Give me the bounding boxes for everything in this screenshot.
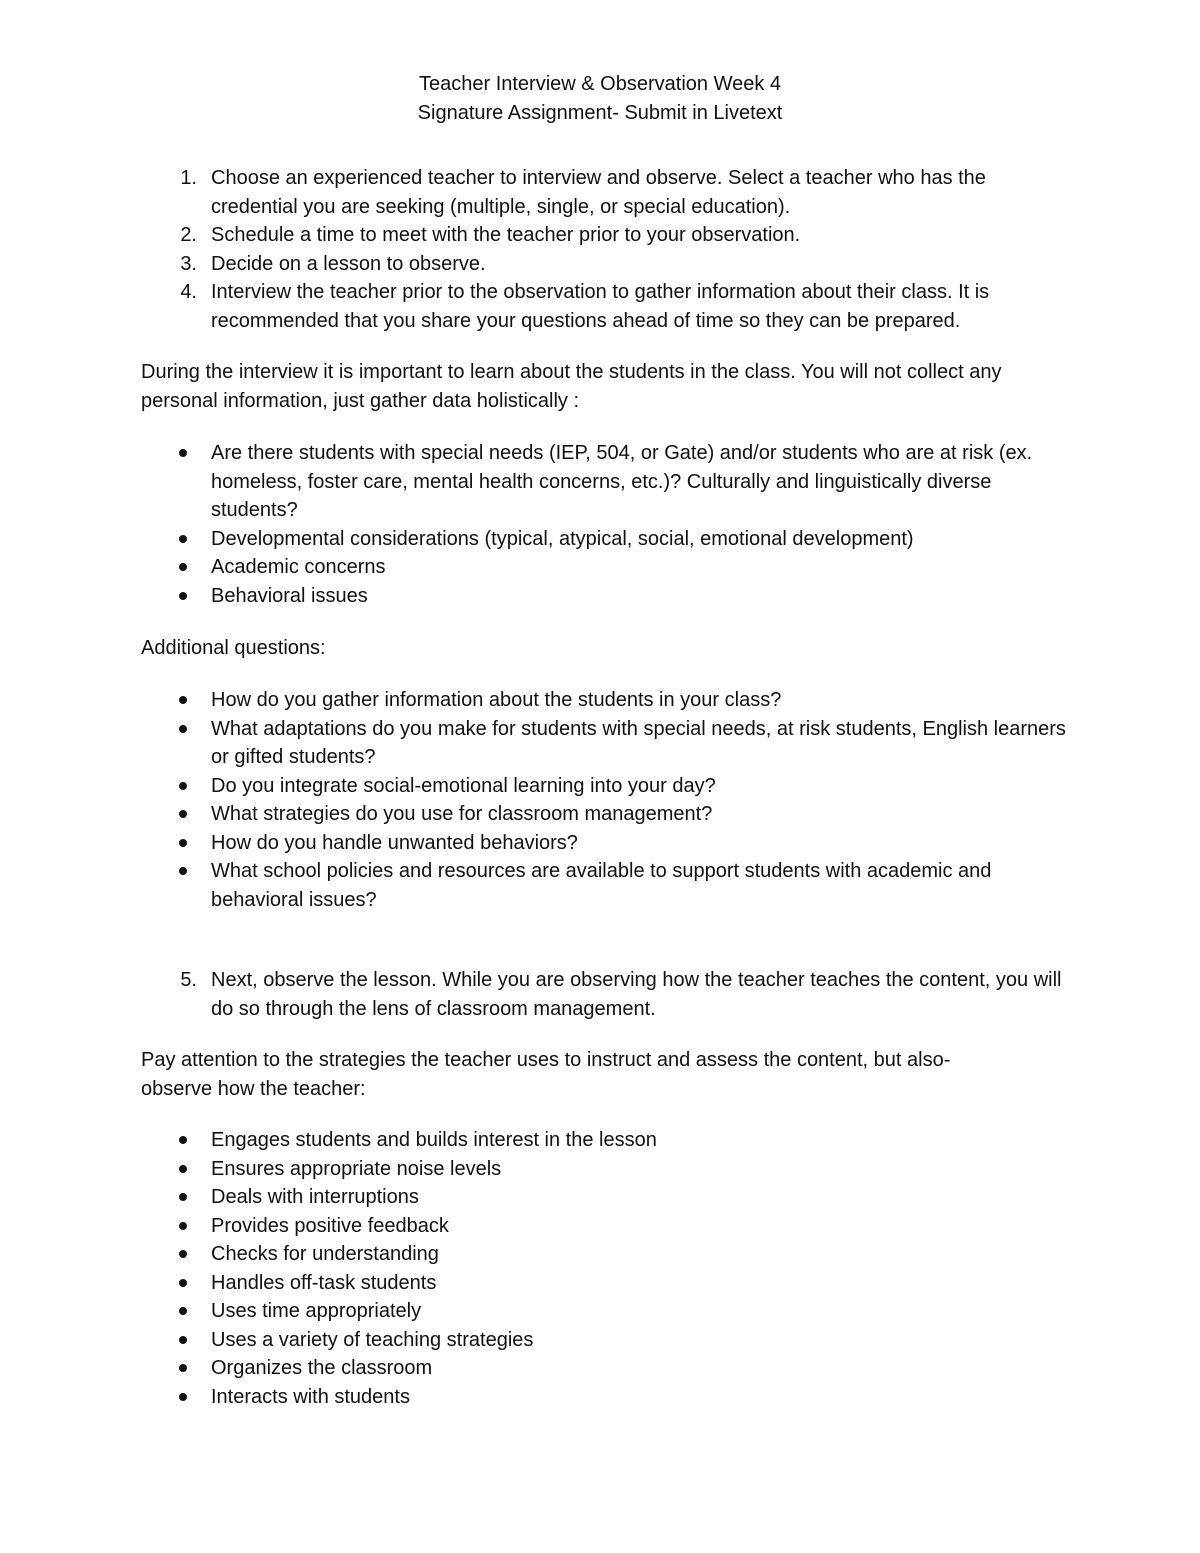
additional-questions-label: Additional questions: — [141, 637, 326, 659]
step-text: Interview the teacher prior to the observation to gather information about their class. It is recommended that you share your questions ahead of time so they can be prepared. — [211, 281, 990, 332]
bullet-icon — [179, 563, 187, 571]
list-item-text: Ensures appropriate noise levels — [211, 1157, 502, 1180]
bullet-icon — [179, 535, 187, 543]
bullet-icon — [179, 1193, 187, 1201]
list-item-text: Are there students with special needs (IEP, 504, or Gate) and/or students who are at risk (ex. homeless, foster care, mental health concerns, etc.)? Culturally and linguistically diverse students? — [211, 442, 1033, 521]
list-item-text: Interacts with students — [211, 1385, 410, 1408]
list-item — [141, 715, 1071, 772]
step-number: 2. — [180, 224, 197, 246]
step-number: 3. — [180, 252, 197, 275]
list-item-text: Organizes the classroom — [211, 1357, 433, 1379]
document-title: Teacher Interview & Observation Week 4 — [418, 73, 782, 95]
list-item-text: Provides positive feedback — [211, 1214, 449, 1237]
bullet-icon — [179, 449, 187, 457]
list-item — [141, 1126, 1071, 1155]
list-item — [141, 772, 1071, 801]
list-item-text: Uses time appropriately — [211, 1300, 422, 1322]
step-item — [141, 250, 1071, 279]
step-item — [141, 164, 1071, 221]
bullet-icon — [179, 1136, 187, 1144]
step-text: Schedule a time to meet with the teacher prior to your observation. — [211, 224, 801, 246]
step-number: 4. — [180, 281, 197, 303]
step-item — [141, 966, 1071, 1023]
list-item — [141, 1297, 1071, 1326]
bullet-icon — [179, 725, 187, 733]
list-item-text: Deals with interruptions — [211, 1186, 419, 1208]
list-item — [141, 1183, 1071, 1212]
list-item — [141, 1354, 1071, 1383]
list-item-text: Checks for understanding — [211, 1243, 439, 1265]
bullet-icon — [179, 1250, 187, 1258]
step-number: 5. — [180, 969, 197, 991]
bullet-icon — [179, 1165, 187, 1173]
bullet-icon — [179, 592, 187, 600]
title-block — [0, 70, 1200, 127]
interview-intro-paragraph: During the interview it is important to learn about the students in the class. You will not collect any personal information, just gather data holistically : — [141, 361, 1002, 412]
bullet-icon — [179, 1307, 187, 1315]
list-item — [141, 553, 1071, 582]
steps-list — [141, 164, 1071, 335]
bullet-icon — [179, 1393, 187, 1401]
list-item-text: What strategies do you use for classroom management? — [211, 803, 713, 825]
list-item-text: What school policies and resources are available to support students with academic and behavioral issues? — [211, 860, 992, 911]
bullet-icon — [179, 1336, 187, 1344]
list-item — [141, 857, 1071, 914]
bullet-icon — [179, 839, 187, 847]
bullet-icon — [179, 696, 187, 704]
step-number: 1. — [180, 167, 197, 189]
step-item — [141, 278, 1071, 335]
step-text: Decide on a lesson to observe. — [211, 252, 486, 275]
list-item — [141, 1326, 1071, 1355]
list-item-text: How do you handle unwanted behaviors? — [211, 831, 578, 854]
observe-intro-paragraph: Pay attention to the strategies the teacher uses to instruct and assess the content, but also- observe how the teacher: — [141, 1049, 951, 1100]
step-text: Choose an experienced teacher to interview and observe. Select a teacher who has the credential you are seeking (multiple, single, or special education). — [211, 167, 986, 218]
list-item — [141, 800, 1071, 829]
list-item — [141, 525, 1071, 554]
additional-questions-list — [141, 686, 1071, 914]
bullet-icon — [179, 1279, 187, 1287]
list-item — [141, 439, 1071, 525]
list-item — [141, 1383, 1071, 1412]
list-item — [141, 1269, 1071, 1298]
list-item-text: Uses a variety of teaching strategies — [211, 1328, 534, 1351]
list-item — [141, 582, 1071, 611]
step-five — [141, 966, 1071, 1023]
bullet-icon — [179, 810, 187, 818]
list-item — [141, 1240, 1071, 1269]
bullet-icon — [179, 1364, 187, 1372]
interview-bullet-list — [141, 439, 1071, 610]
list-item-text: Engages students and builds interest in the lesson — [211, 1129, 657, 1151]
list-item-text: How do you gather information about the students in your class? — [211, 689, 782, 711]
list-item — [141, 829, 1071, 858]
step-item — [141, 221, 1071, 250]
observe-bullet-list — [141, 1126, 1071, 1411]
bullet-icon — [179, 782, 187, 790]
document-subtitle: Signature Assignment- Submit in Livetext — [417, 101, 783, 124]
list-item-text: Handles off-task students — [211, 1271, 437, 1294]
list-item-text: What adaptations do you make for students with special needs, at risk students, English learners or gifted students? — [211, 717, 1066, 768]
bullet-icon — [179, 867, 187, 875]
step-text: Next, observe the lesson. While you are observing how the teacher teaches the content, you will do so through the lens of classroom management. — [211, 969, 1062, 1020]
list-item-text: Behavioral issues — [211, 584, 368, 607]
list-item-text: Developmental considerations (typical, atypical, social, emotional development) — [211, 527, 914, 550]
bullet-icon — [179, 1222, 187, 1230]
list-item — [141, 1212, 1071, 1241]
list-item-text: Do you integrate social-emotional learning into your day? — [211, 774, 716, 797]
list-item-text: Academic concerns — [211, 556, 386, 578]
list-item — [141, 1155, 1071, 1184]
list-item — [141, 686, 1071, 715]
